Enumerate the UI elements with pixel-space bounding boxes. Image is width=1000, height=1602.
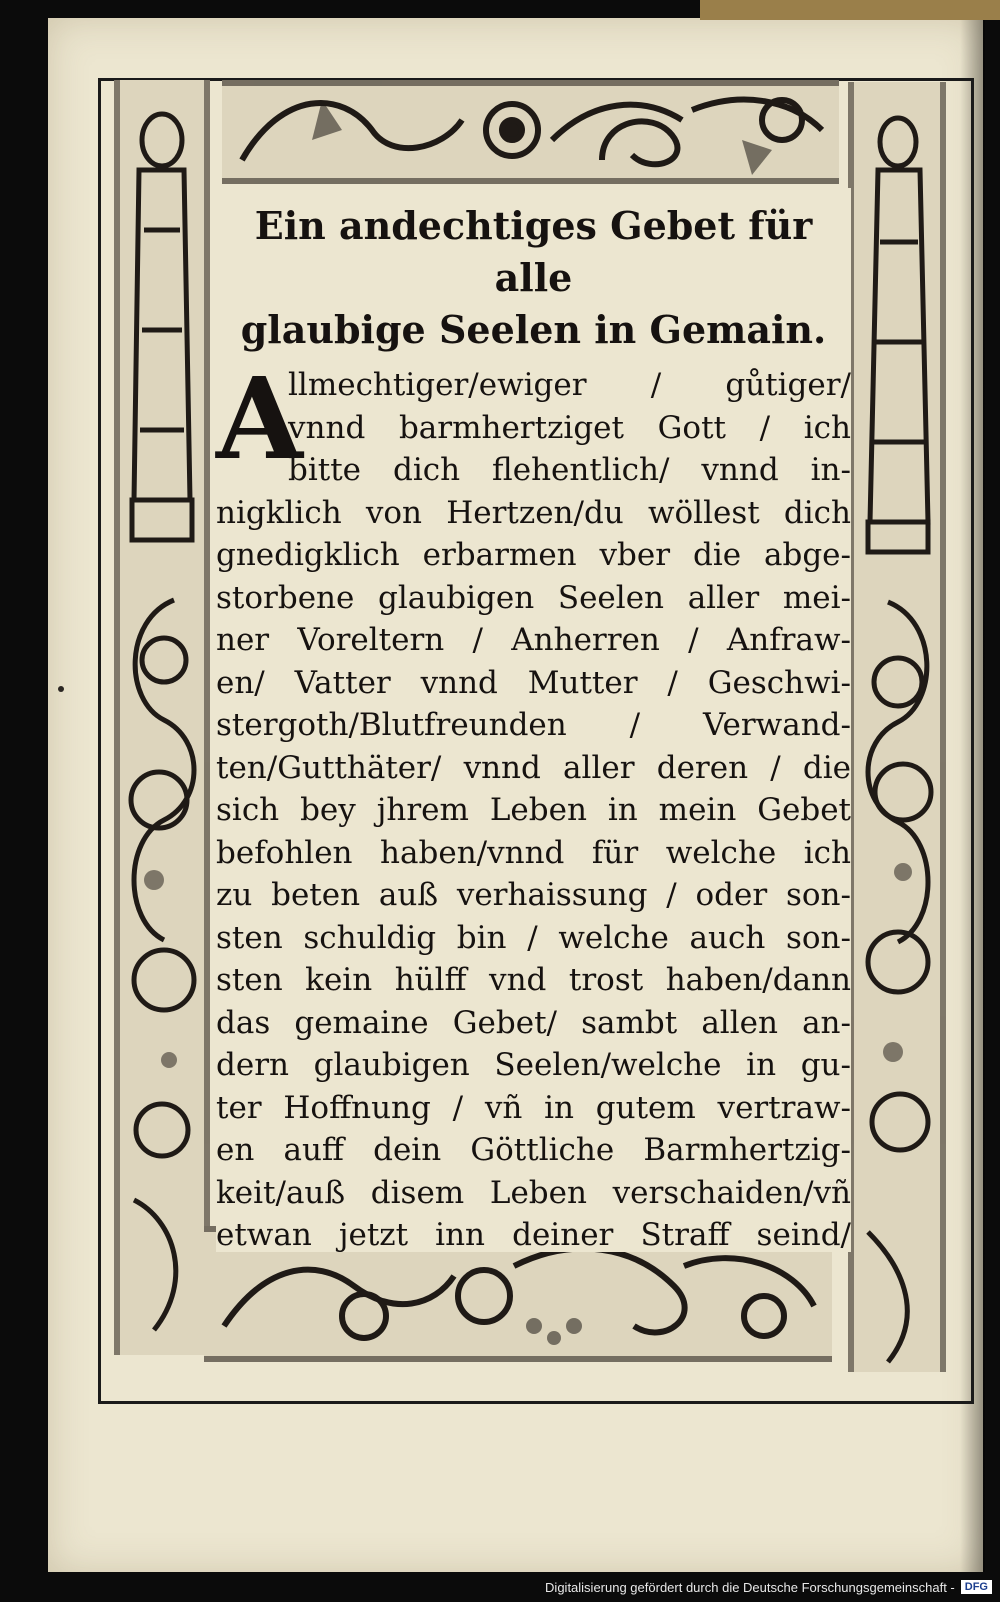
body-line: zu beten auß verhaissung / oder son- (216, 877, 851, 913)
title-line: glaubige Seelen in Gemain. (240, 307, 827, 352)
footer-credit: Digitalisierung gefördert durch die Deutsche Forschungsgemeinschaft - (545, 1579, 955, 1595)
opening-block (216, 354, 851, 492)
digitization-footer (0, 1572, 1000, 1602)
body-line: befohlen haben/vnnd für welche ich (216, 834, 851, 871)
body-line: bitte dich flehentlich/ vnnd in- (288, 452, 851, 488)
body-line: keit/auß disem Leben verschaiden/vñ (216, 1174, 851, 1211)
woodcut-border-right (848, 82, 946, 1372)
body-line: ner Voreltern / Anherren / Anfraw- (216, 622, 851, 658)
body-line: storbene glaubigen Seelen aller mei- (216, 579, 851, 616)
prayer-text-panel (216, 188, 851, 1252)
body-line: vnnd barmhertziget Gott / ich (288, 409, 851, 446)
woodcut-border-left (114, 80, 210, 1355)
body-line: das gemaine Gebet/ sambt allen an- (216, 1004, 851, 1041)
drop-cap-initial: A (216, 354, 303, 485)
body-line: ter Hoffnung / vñ in gutem vertraw- (216, 1089, 851, 1126)
prayer-body (216, 354, 851, 1257)
binding-edge (700, 0, 1000, 20)
margin-mark (58, 686, 64, 692)
body-line: stergoth/Blutfreunden / Verwand- (216, 707, 851, 743)
body-line: dern glaubigen Seelen/welche in gu- (216, 1047, 851, 1083)
body-line: en/ Vatter vnnd Mutter / Geschwi- (216, 664, 851, 701)
dfg-logo[interactable]: DFG (961, 1580, 992, 1594)
woodcut-border-top (222, 80, 839, 184)
body-line: sten schuldig bin / welche auch son- (216, 919, 851, 956)
body-line: llmechtiger/ewiger / gůtiger/ (288, 367, 851, 403)
body-line: en auff dein Göttliche Barmhertzig- (216, 1132, 851, 1168)
prayer-title (216, 188, 851, 356)
body-line: nigklich von Hertzen/du wöllest dich (216, 494, 851, 531)
body-line: ten/Gutthäter/ vnnd aller deren / die (216, 749, 851, 786)
title-line: Ein andechtiges Gebet für alle (254, 203, 813, 300)
body-line: sich bey jhrem Leben in mein Gebet (216, 792, 851, 828)
body-line: sten kein hülff vnd trost haben/dann (216, 962, 851, 998)
body-line: etwan jetzt inn deiner Straff seind/ (216, 1217, 851, 1253)
body-line: gnedigklich erbarmen vber die abge- (216, 537, 851, 573)
